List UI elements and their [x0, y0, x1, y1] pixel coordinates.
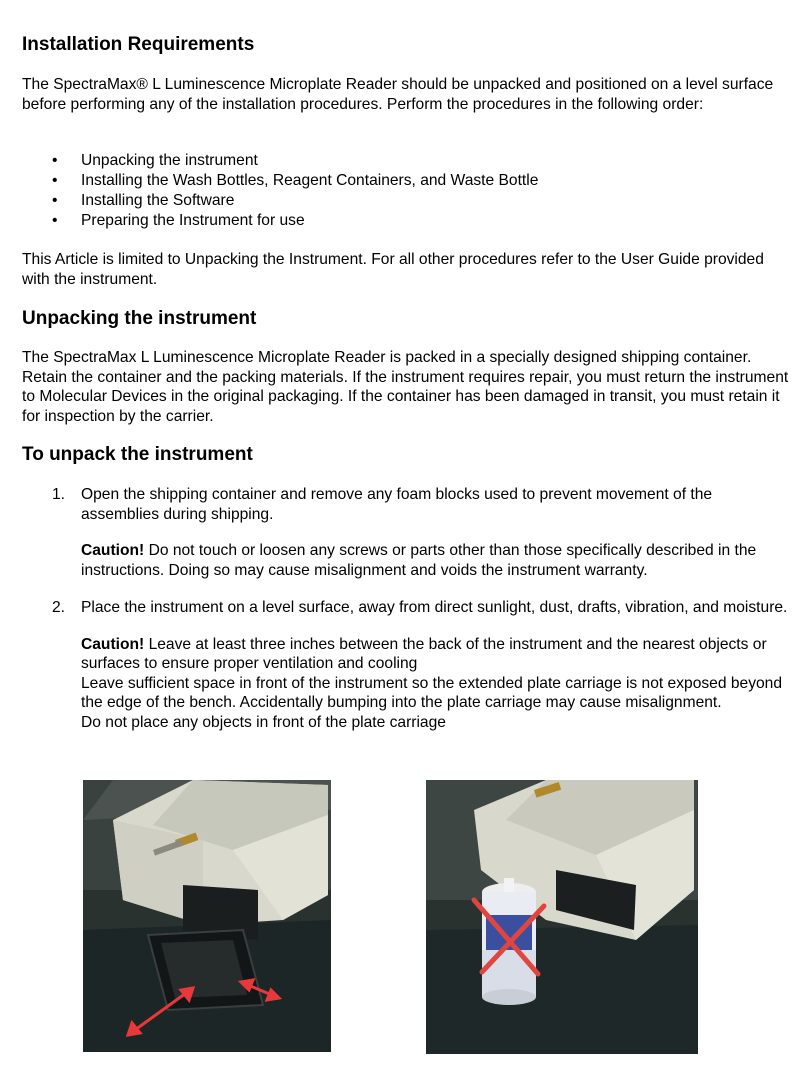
caution-note	[81, 635, 793, 674]
instrument-carriage-illustration	[83, 780, 331, 1052]
list-item: • Unpacking the instrument	[52, 152, 258, 169]
unpacking-body: The SpectraMax L Luminescence Microplate Reader is packed in a specially designed shipping container. Retain the container and the packing materials. If the instrument requires repair, you must return the instrument to Molecular Devices in the original packaging. If the container has been damaged in transit, you must retain it for inspection by the carrier.	[22, 349, 789, 425]
photo-object-in-front-crossed	[426, 780, 698, 1054]
photo-extended-plate-carriage	[83, 780, 331, 1052]
limit-note: This Article is limited to Unpacking the Instrument. For all other procedures refer to the User Guide provided with the instrument.	[22, 251, 764, 288]
procedure-heading: To unpack the instrument	[22, 444, 253, 465]
step-text: Place the instrument on a level surface, away from direct sunlight, dust, drafts, vibration, and moisture.	[81, 599, 788, 616]
list-item: • Installing the Wash Bottles, Reagent Containers, and Waste Bottle	[52, 172, 539, 189]
installation-heading: Installation Requirements	[22, 34, 255, 55]
caution-label: Caution!	[81, 542, 145, 559]
step-text: Open the shipping container and remove any foam blocks used to prevent movement of the assemblies during shipping.	[81, 486, 713, 523]
step-number: 2.	[52, 599, 66, 616]
instrument-obstruction-illustration	[426, 780, 698, 1054]
caution-label: Caution!	[81, 635, 145, 653]
procedure-list	[22, 151, 538, 231]
unpacking-heading: Unpacking the instrument	[22, 308, 257, 329]
step-number: 1.	[52, 486, 66, 503]
installation-intro: The SpectraMax® L Luminescence Microplate Reader should be unpacked and positioned on a level surface before performing any of the installation procedures. Perform the procedures in the following order:	[22, 76, 774, 113]
caution-extra-line: Do not place any objects in front of the plate carriage	[81, 713, 446, 731]
caution-text: Leave at least three inches between the back of the instrument and the nearest objects or surfaces to ensure proper ventilation and cooling	[81, 635, 767, 672]
list-item: • Preparing the Instrument for use	[52, 212, 305, 229]
caution-text: Do not touch or loosen any screws or parts other than those specifically described in the instructions. Doing so may cause misalignment and voids the instrument warranty.	[81, 542, 757, 579]
list-item: • Installing the Software	[52, 192, 235, 209]
caution-note	[81, 541, 791, 580]
caution-extra-line: Leave sufficient space in front of the instrument so the extended plate carriage is not exposed beyond the edge of the bench. Accidentally bumping into the plate carriage may cause misalignment.	[81, 674, 783, 711]
